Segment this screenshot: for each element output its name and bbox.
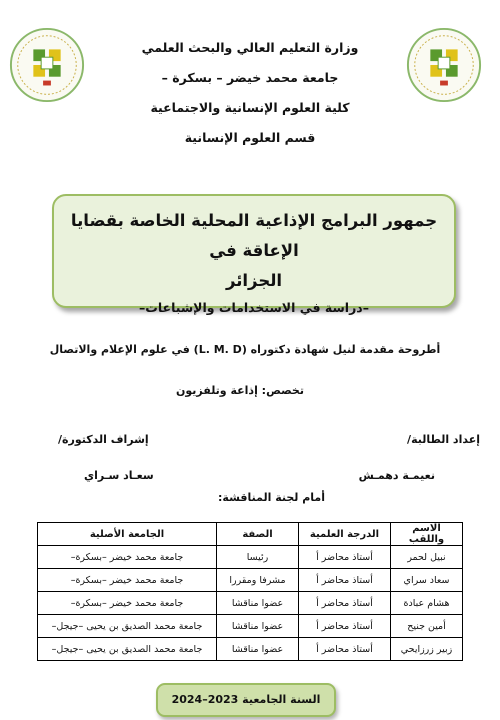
header-university: الجامعة الأصلية: [38, 523, 217, 546]
cell-role: مشرفا ومقررا: [217, 569, 299, 592]
faculty-name: كلية العلوم الإنسانية والاجتماعية: [150, 100, 350, 115]
cell-university: جامعة محمد الصديق بن يحيى –جيجل–: [38, 638, 217, 661]
thesis-subtitle: –دراسة في الاستخدامات والإشباعات–: [139, 300, 369, 315]
supervisor-name: سعـاد سـراي: [84, 469, 154, 482]
cell-role: عضوا مناقشا: [217, 592, 299, 615]
thesis-title-box: [52, 194, 456, 315]
cell-university: جامعة محمد خيضر –بسكرة–: [38, 592, 217, 615]
cell-role: رئيسا: [217, 546, 299, 569]
cell-university: جامعة محمد الصديق بن يحيى –جيجل–: [38, 615, 217, 638]
cell-university: جامعة محمد خيضر –بسكرة–: [38, 546, 217, 569]
student-name: نعيمـة دهمـش: [358, 469, 435, 482]
ministry-name: وزارة التعليم العالي والبحث العلمي: [141, 40, 359, 55]
cell-name: سعاد سراي: [391, 569, 463, 592]
table-row: [38, 638, 463, 661]
student-label: إعداد الطالبة/: [407, 433, 480, 446]
supervisor-label: إشراف الدكتورة/: [58, 433, 149, 446]
thesis-title-line1: جمهور البرامج الإذاعية المحلية الخاصة بقضايا الإعاقة في: [70, 211, 438, 260]
jury-table: [37, 522, 463, 661]
cell-name: هشام عبادة: [391, 592, 463, 615]
table-row: [38, 592, 463, 615]
cell-rank: أستاذ محاضر أ: [299, 592, 391, 615]
table-row: [38, 546, 463, 569]
header-rank: الدرجة العلمية: [299, 523, 391, 546]
university-logo-left: [8, 26, 86, 104]
cell-rank: أستاذ محاضر أ: [299, 615, 391, 638]
committee-label: أمام لجنة المناقشة:: [218, 491, 326, 504]
thesis-statement: أطروحة مقدمة لنيل شهادة دكتوراه (L. M. D) في علوم الإعلام والاتصال: [49, 343, 441, 356]
department-name: قسم العلوم الإنسانية: [184, 130, 316, 145]
cell-rank: أستاذ محاضر أ: [299, 569, 391, 592]
specialty: تخصص: إذاعة وتلفزيون: [176, 384, 304, 397]
cell-name: نبيل لحمر: [391, 546, 463, 569]
university-name: جامعة محمد خيضر – بسكرة –: [161, 70, 339, 85]
cell-university: جامعة محمد خيضر –بسكرة–: [38, 569, 217, 592]
cell-rank: أستاذ محاضر أ: [299, 638, 391, 661]
cell-rank: أستاذ محاضر أ: [299, 546, 391, 569]
table-row: [38, 615, 463, 638]
academic-year: السنة الجامعية 2023–2024: [156, 683, 336, 717]
table-header-row: [38, 523, 463, 546]
cell-name: زبير زرزايحي: [391, 638, 463, 661]
header-role: الصفة: [217, 523, 299, 546]
cell-role: عضوا مناقشا: [217, 615, 299, 638]
table-row: [38, 569, 463, 592]
header-name: الاسم واللقب: [391, 523, 463, 546]
cell-role: عضوا مناقشا: [217, 638, 299, 661]
institution-header: [130, 34, 370, 154]
cell-name: أمين جنيح: [391, 615, 463, 638]
university-logo-right: [405, 26, 483, 104]
thesis-title-line2: الجزائر: [225, 271, 283, 290]
